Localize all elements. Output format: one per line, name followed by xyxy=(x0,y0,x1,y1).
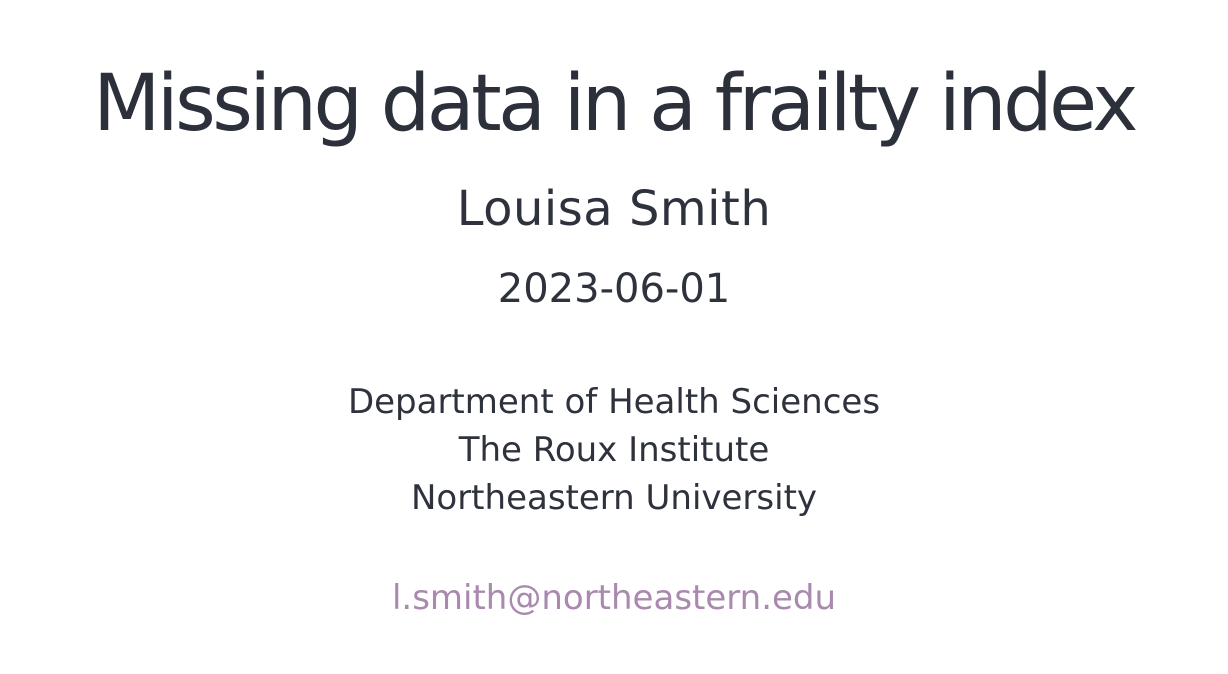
author-name: Louisa Smith xyxy=(456,181,772,237)
affiliation-department: Department of Health Sciences xyxy=(347,382,881,422)
presentation-date: 2023-06-01 xyxy=(497,266,731,312)
slide-title: Missing data in a frailty index xyxy=(93,59,1135,149)
affiliation-university: Northeastern University xyxy=(410,478,818,518)
email-link[interactable]: l.smith@northeastern.edu xyxy=(391,578,837,618)
affiliation-block xyxy=(0,378,1228,522)
affiliation-institute: The Roux Institute xyxy=(458,430,770,470)
